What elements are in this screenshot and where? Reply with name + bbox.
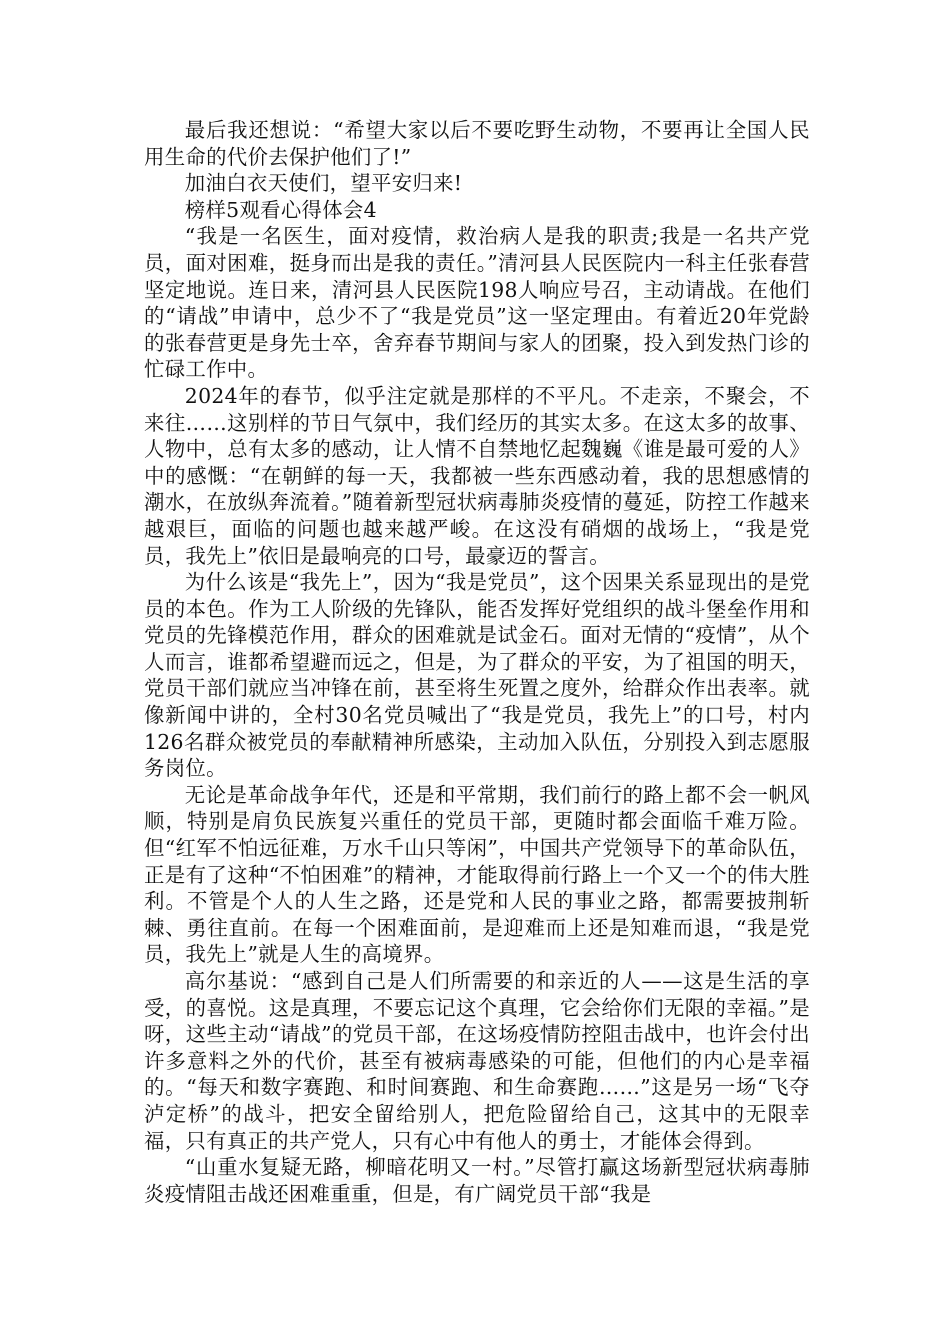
section-heading: 榜样5观看心得体会4 [184, 197, 377, 222]
paragraph-poem-quote: “山重水复疑无路，柳暗花明又一村。”尽管打赢这场新型冠状病毒肺炎疫情阻击战还困难重重，但是，有广阔党员干部“我是 [144, 1155, 810, 1206]
paragraph-closing-wish: 最后我还想说：“希望大家以后不要吃野生动物，不要再让全国人民用生命的代价去保护他们了!” [144, 118, 810, 169]
paragraph-why-go-first: 为什么该是“我先上”，因为“我是党员”，这个因果关系显现出的是党员的本色。作为工人阶级的先锋队，能否发挥好党组织的战斗堡垒作用和党员的先锋模范作用，群众的困难就是试金石。面对无情的“疫情”，从个人而言，谁都希望避而远之，但是，为了群众的平安，为了祖国的明天，党员干部们就应当冲锋在前，甚至将生死置之度外，给群众作出表率。就像新闻中讲的，全村30名党员喊出了“我是党员，我先上”的口号，村内126名群众被党员的奉献精神所感染，主动加入队伍，分别投入到志愿服务岗位。 [144, 570, 810, 781]
paragraph-doctor-quote: “我是一名医生，面对疫情，救治病人是我的职责;我是一名共产党员，面对困难，挺身而出是我的责任。”清河县人民医院内一科主任张春营坚定地说。连日来，清河县人民医院198人响应号召，主动请战。在他们的“请战”申请中，总少不了“我是党员”这一坚定理由。有着近20年党龄的张春营更是身先士卒，舍弃春节期间与家人的团聚，投入到发热门诊的忙碌工作中。 [144, 224, 810, 382]
paragraph-gorky-quote: 高尔基说：“感到自己是人们所需要的和亲近的人——这是生活的享受，的喜悦。这是真理，不要忘记这个真理，它会给你们无限的幸福。”是呀，这些主动“请战”的党员干部，在这场疫情防控阻击战中，也许会付出许多意料之外的代价，甚至有被病毒感染的可能，但他们的内心是幸福的。“每天和数字赛跑、和时间赛跑、和生命赛跑……”这是另一场“飞夺泸定桥”的战斗，把安全留给别人，把危险留给自己，这其中的无限幸福，只有真正的共产党人，只有心中有他人的勇士，才能体会得到。 [144, 969, 810, 1153]
paragraph-revolution: 无论是革命战争年代，还是和平常期，我们前行的路上都不会一帆风顺，特别是肩负民族复兴重任的党员干部，更随时都会面临千难万险。但“红军不怕远征难，万水千山只等闲”，中国共产党领导下的革命队伍，正是有了这种“不怕困难”的精神，才能取得前行路上一个又一个的伟大胜利。不管是个人的人生之路，还是党和人民的事业之路，都需要披荆斩棘、勇往直前。在每一个困难面前，是迎难而上还是知难而退，“我是党员，我先上”就是人生的高境界。 [144, 782, 810, 967]
paragraph-spring-festival: 2024年的春节，似乎注定就是那样的不平凡。不走亲，不聚会，不来往……这别样的节日气氛中，我们经历的其实太多。在这太多的故事、人物中，总有太多的感动，让人情不自禁地忆起魏巍《谁是最可爱的人》中的感慨：“在朝鲜的每一天，我都被一些东西感动着，我的思想感情的潮水，在放纵奔流着。”随着新型冠状病毒肺炎疫情的蔓延，防控工作越来越艰巨，面临的问题也越来越严峻。在这没有硝烟的战场上，“我是党员，我先上”依旧是最响亮的口号，最豪迈的誓言。 [144, 383, 810, 568]
document-body [144, 117, 810, 1207]
paragraph-cheer: 加油白衣天使们，望平安归来! [184, 171, 463, 196]
